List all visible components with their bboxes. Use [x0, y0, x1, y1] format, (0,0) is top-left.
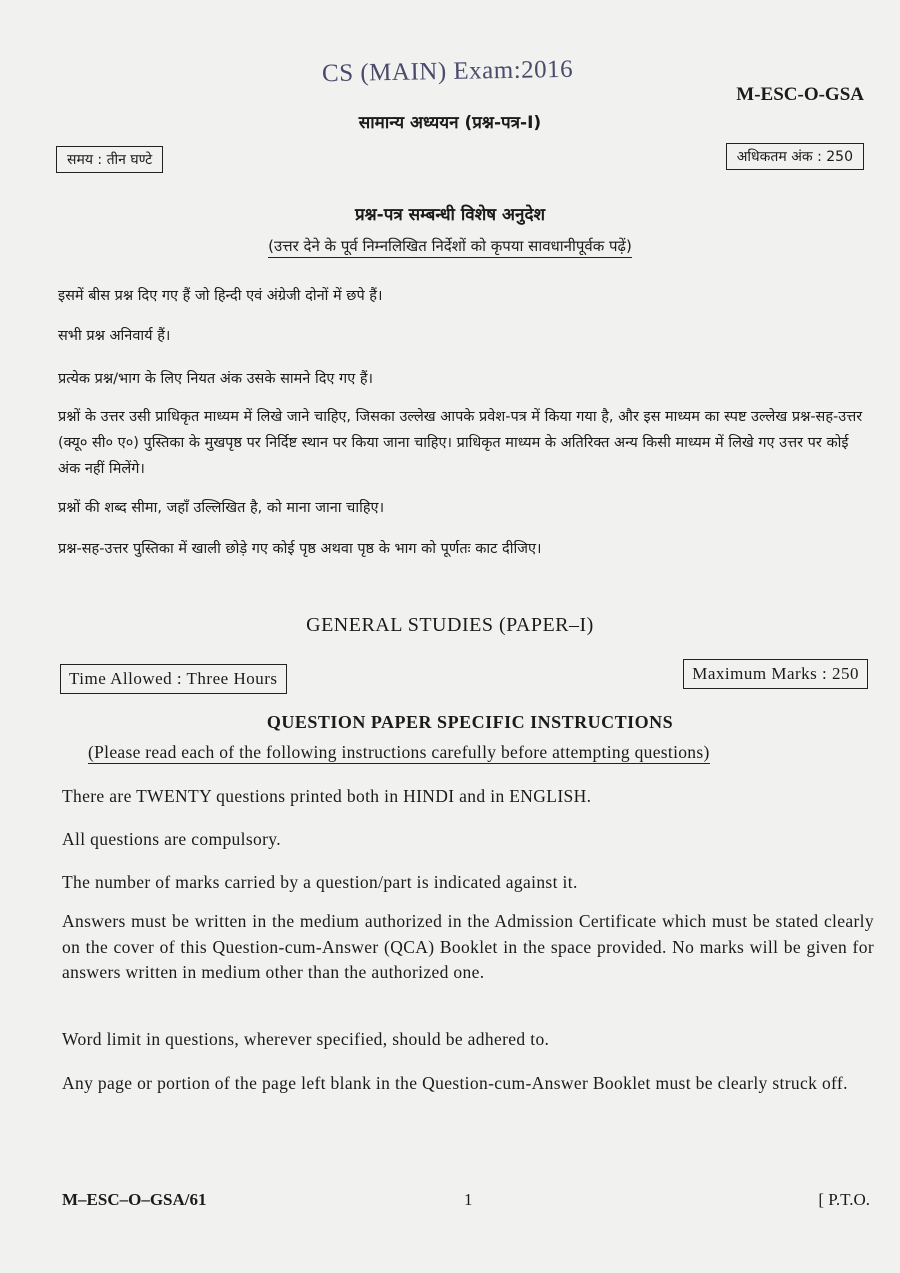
hindi-instruction-1: इसमें बीस प्रश्न दिए गए हैं जो हिन्दी एवं अंग्रेजी दोनों में छपे हैं। — [58, 288, 383, 304]
english-instructions-heading: QUESTION PAPER SPECIFIC INSTRUCTIONS — [266, 712, 674, 732]
time-allowed-box: Time Allowed : Three Hours — [60, 664, 287, 694]
max-marks-box: Maximum Marks : 250 — [683, 659, 868, 689]
hindi-instruction-6: प्रश्न-सह-उत्तर पुस्तिका में खाली छोड़े गए कोई पृष्ठ अथवा पृष्ठ के भाग को पूर्णतः काट दीजिए। — [58, 541, 542, 557]
hindi-marks-box: अधिकतम अंक : 250 — [726, 143, 864, 170]
english-instruction-4: Answers must be written in the medium authorized in the Admission Certificate which must be stated clearly on the cover of this Question-cum-Answer (QCA) Booklet in the space provided. No marks will be given for answers written in medium other than the authorized one. — [62, 911, 874, 982]
hindi-instruction-2: सभी प्रश्न अनिवार्य हैं। — [58, 328, 171, 344]
english-instruction-2: All questions are compulsory. — [62, 829, 281, 849]
hindi-instructions-subheading: (उत्तर देने के पूर्व निम्नलिखित निर्देशों को कृपया सावधानीपूर्वक पढ़ें) — [0, 236, 900, 256]
english-paper-title: GENERAL STUDIES (PAPER–I) — [306, 614, 594, 636]
footer-code: M–ESC–O–GSA/61 — [62, 1190, 207, 1209]
english-instruction-3: The number of marks carried by a question/part is indicated against it. — [62, 872, 578, 892]
hindi-instruction-4: प्रश्नों के उत्तर उसी प्राधिकृत माध्यम में लिखे जाने चाहिए, जिसका उल्लेख आपके प्रवेश-पत्र में किया गया है, और इस माध्यम का स्पष्ट उल्लेख प्रश्न-सह-उत्तर (क्यू० सी० ए०) पुस्तिका के मुखपृष्ठ पर निर्दिष्ट स्थान पर किया जाना चाहिए। प्राधिकृत माध्यम के अतिरिक्त अन्य किसी माध्यम में लिखे गए उत्तर पर कोई अंक नहीं मिलेंगे। — [58, 409, 863, 477]
hindi-instruction-5: प्रश्नों की शब्द सीमा, जहाँ उल्लिखित है, को माना जाना चाहिए। — [58, 500, 385, 516]
page-number: 1 — [464, 1190, 473, 1209]
hindi-paper-title: सामान्य अध्ययन (प्रश्न-पत्र-I) — [358, 113, 542, 133]
english-instructions-subheading: (Please read each of the following instructions carefully before attempting questions) — [88, 742, 710, 762]
exam-stamp: CS (MAIN) Exam:2016 — [321, 55, 574, 88]
hindi-instruction-3: प्रत्येक प्रश्न/भाग के लिए नियत अंक उसके सामने दिए गए हैं। — [58, 371, 374, 387]
english-instruction-5: Word limit in questions, wherever specified, should be adhered to. — [62, 1029, 550, 1049]
english-instruction-1: There are TWENTY questions printed both in HINDI and in ENGLISH. — [62, 786, 592, 806]
hindi-time-box: समय : तीन घण्टे — [56, 146, 163, 173]
pto-label: [ P.T.O. — [818, 1190, 870, 1209]
english-instruction-6: Any page or portion of the page left blank in the Question-cum-Answer Booklet must be clearly struck off. — [62, 1073, 848, 1093]
paper-code: M-ESC-O-GSA — [736, 84, 864, 105]
hindi-instructions-heading: प्रश्न-पत्र सम्बन्धी विशेष अनुदेश — [354, 205, 546, 225]
